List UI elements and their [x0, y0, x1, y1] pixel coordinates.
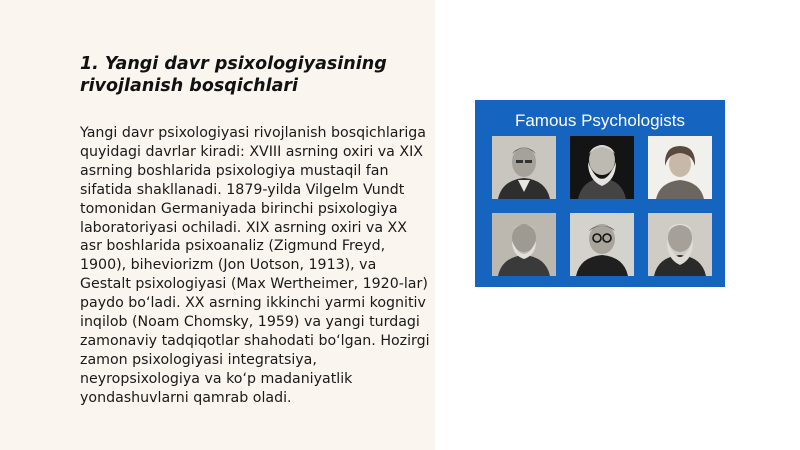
portrait-2	[570, 136, 634, 199]
portrait-6	[648, 213, 712, 276]
slide-body-text: Yangi davr psixologiyasi rivojlanish bosqichlariga quyidagi davrlar kiradi: XVIII asrning oxiri va XIX asrning boshlarida psixologiya mustaqil fan sifatida shakllanadi. 1879-yilda Vilgelm Vundt tomonidan Germaniyada birinchi psixologiya laboratoriyasi ochiladi. XIX asrning oxiri va XX asr boshlarida psixoanaliz (Zigmund Freyd, 1900), biheviorizm (Jon Uotson, 1913), va Gestalt psixologiyasi (Max Wertheimer, 1920-lar) paydo bo‘ladi. XX asrning ikkinchi yarmi kognitiv inqilob (Noam Chomsky, 1959) va yangi turdagi zamonaviy tadqiqotlar shahodati bo‘lgan. Hozirgi zamon psixologiyasi integratsiya, neyropsixologiya va ko‘p madaniyatlik yondashuvlarni qamrab oladi.	[80, 125, 430, 406]
famous-psychologists-image	[475, 100, 725, 287]
image-caption: Famous Psychologists	[514, 111, 686, 130]
slide-title-line-2: rivojlanish bosqichlari	[80, 76, 299, 96]
portrait-3	[648, 136, 712, 199]
portrait-5	[570, 213, 634, 276]
portrait-1	[492, 136, 556, 199]
slide-title-line-1: 1. Yangi davr psixologiyasining	[80, 54, 387, 74]
portrait-4	[492, 213, 556, 276]
slide-title	[80, 53, 400, 97]
